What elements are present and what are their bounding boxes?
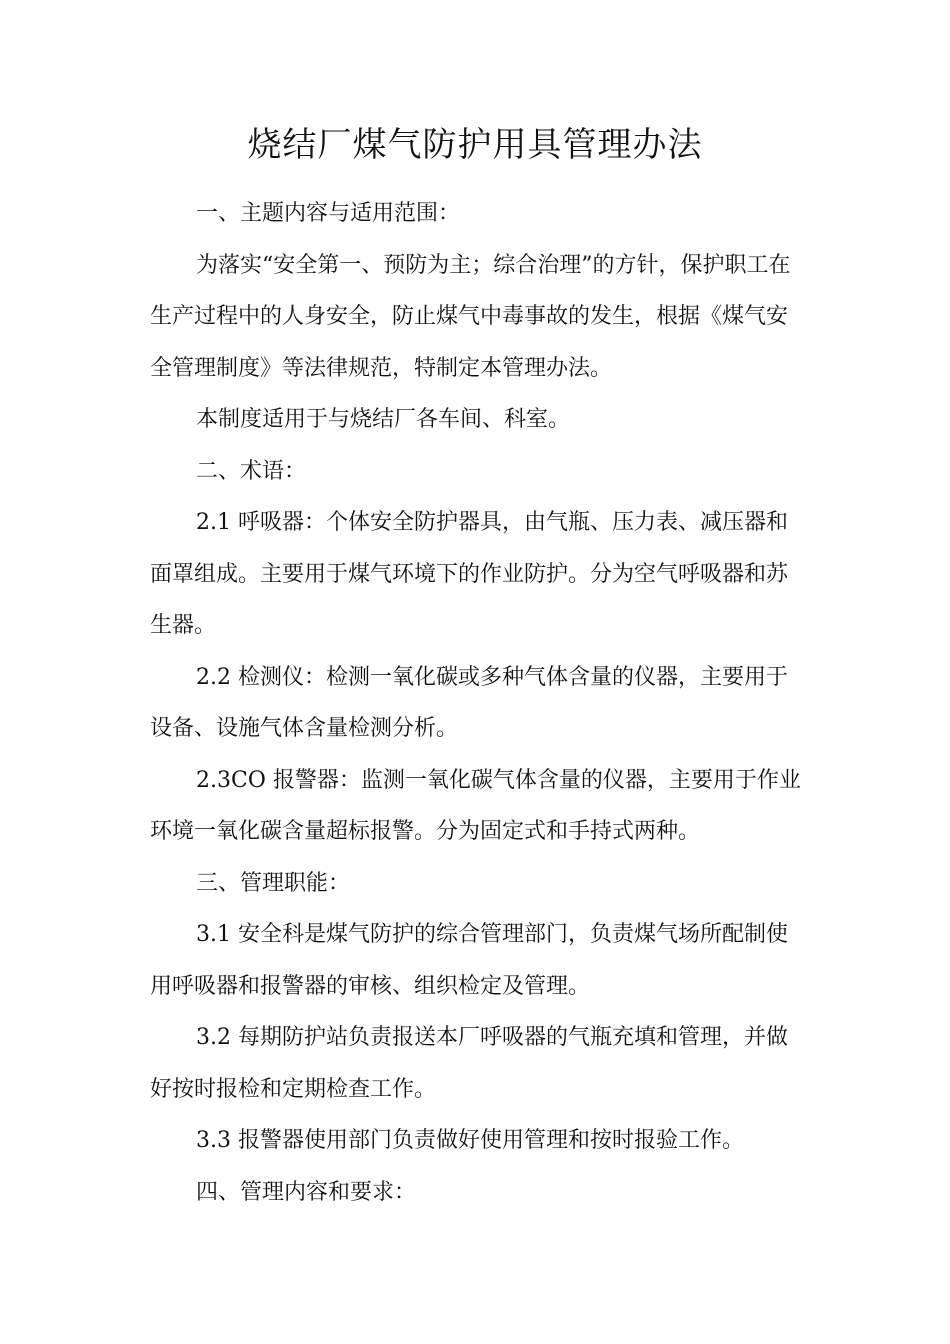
section-heading-4: 四、管理内容和要求：: [196, 1180, 417, 1205]
section-heading-2: 二、术语：: [196, 459, 307, 484]
paragraph-line: 3.2 每期防护站负责报送本厂呼吸器的气瓶充填和管理，并做: [196, 1025, 788, 1050]
document-title: 烧结厂煤气防护用具管理办法: [247, 125, 703, 165]
section-heading-1: 一、主题内容与适用范围：: [196, 201, 461, 226]
paragraph-line: 生产过程中的人身安全，防止煤气中毒事故的发生，根据《煤气安: [150, 304, 789, 329]
paragraph-line: 好按时报检和定期检查工作。: [150, 1077, 437, 1102]
paragraph-line: 全管理制度》等法律规范，特制定本管理办法。: [150, 356, 613, 381]
paragraph-line: 3.3 报警器使用部门负责做好使用管理和按时报验工作。: [196, 1128, 744, 1153]
paragraph-line: 环境一氧化碳含量超标报警。分为固定式和手持式两种。: [150, 819, 701, 844]
paragraph-line: 为落实“安全第一、预防为主；综合治理”的方针，保护职工在: [196, 253, 791, 278]
paragraph-line: 设备、设施气体含量检测分析。: [150, 716, 459, 741]
paragraph-line: 3.1 安全科是煤气防护的综合管理部门，负责煤气场所配制使: [196, 922, 788, 947]
paragraph-line: 2.3CO 报警器：监测一氧化碳气体含量的仪器，主要用于作业: [196, 768, 801, 793]
paragraph-line: 生器。: [150, 613, 217, 638]
paragraph-line: 面罩组成。主要用于煤气环境下的作业防护。分为空气呼吸器和苏: [150, 562, 789, 587]
paragraph-line: 2.1 呼吸器：个体安全防护器具，由气瓶、压力表、减压器和: [196, 510, 788, 535]
paragraph-line: 用呼吸器和报警器的审核、组织检定及管理。: [150, 974, 591, 999]
section-heading-3: 三、管理职能：: [196, 871, 351, 896]
paragraph-line: 本制度适用于与烧结厂各车间、科室。: [196, 407, 571, 432]
paragraph-line: 2.2 检测仪：检测一氧化碳或多种气体含量的仪器，主要用于: [196, 665, 788, 690]
